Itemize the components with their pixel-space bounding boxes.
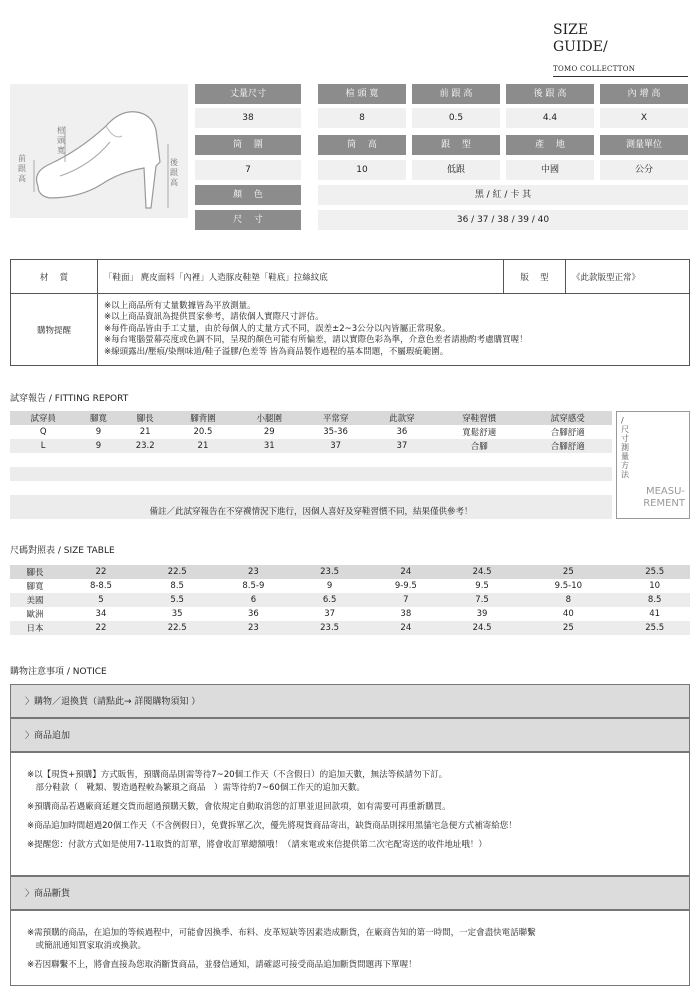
measurement-label-line2: REMENT — [643, 498, 685, 509]
table-row — [10, 425, 612, 439]
size-cell: 6.5 — [294, 593, 365, 607]
fit-cell: 20.5 — [193, 427, 213, 437]
measurement-side-label: /尺寸測量方法 — [621, 416, 629, 479]
size-cell: 10 — [649, 581, 661, 591]
size-row-label: 歐洲 — [26, 610, 44, 620]
size-table-title: 尺碼對照表 / SIZE TABLE — [10, 546, 115, 556]
reminder-line: ※每台電腦螢幕亮度或色調不同，呈現的顏色可能有所偏差，請以實際色彩為準，介意色差者請勘酌考慮購買喔！ — [104, 335, 528, 346]
brand-name: TOMO COLLECTTON — [553, 65, 636, 73]
size-cell: 8 — [517, 593, 619, 607]
size-label: 尺 寸 — [195, 210, 301, 230]
size-cell: 22.5 — [142, 621, 213, 635]
size-cell: 34 — [95, 609, 107, 619]
size-cell: 23 — [212, 621, 294, 635]
size-cell: 5 — [60, 593, 142, 607]
size-cell: 9.5-10 — [554, 581, 583, 591]
size-cell: 22.5 — [142, 565, 213, 579]
fit-cell: 35-36 — [323, 427, 348, 437]
size-cell: 35 — [171, 609, 183, 619]
fit-cell: 合腳舒適 — [550, 428, 585, 438]
shoe-illustration — [10, 84, 188, 218]
restock-line: ※預購商品若遇廠商延遲交貨而超過預購天數，會依規定自動取消您的訂單並退回款項，如有需要可再重新購買。 — [27, 802, 451, 812]
reminder-content — [98, 294, 690, 366]
size-cell: 23.5 — [294, 565, 365, 579]
size-cell: 41 — [649, 609, 661, 619]
size-row-label: 腳長 — [10, 565, 60, 579]
fit-header: 小腿圍 — [236, 411, 302, 425]
table-row — [10, 467, 612, 481]
size-cell: 8.5 — [170, 581, 184, 591]
brand-divider — [553, 76, 688, 77]
size-table — [10, 565, 690, 635]
size-cell: 9.5 — [475, 581, 489, 591]
spec-header-1: 丈量尺寸 — [195, 84, 301, 104]
fit-header: 腳寬 — [76, 411, 120, 425]
fit-cell: 9 — [76, 439, 120, 453]
spec-value-2: 8 — [318, 108, 406, 128]
color-label: 顏 色 — [195, 185, 301, 205]
size-row-label: 腳寬 — [26, 582, 44, 592]
fit-cell: 合腳舒適 — [524, 439, 612, 453]
fit-cell: 23.2 — [121, 439, 170, 453]
fit-cell: 37 — [369, 439, 435, 453]
spec-value-8: 低跟 — [412, 160, 500, 180]
fit-cell: 21 — [170, 439, 236, 453]
fit-header: 此款穿 — [369, 411, 435, 425]
size-cell: 40 — [562, 609, 574, 619]
reminder-line: ※以上商品資訊為提供買家參考，請依個人實際尺寸評估。 — [104, 312, 324, 323]
size-cell: 25.5 — [619, 565, 690, 579]
shoe-outline-icon — [10, 84, 188, 218]
fitting-note: 備註／此試穿報告在不穿襪情況下進行，因個人喜好及穿鞋習慣不同，結果僅供參考！ — [10, 505, 612, 519]
out-of-stock-content — [10, 910, 690, 986]
spec-header-4: 後 跟 高 — [506, 84, 594, 104]
fit-cell: 21 — [139, 427, 151, 437]
reminder-line: ※線頭露出/壓痕/染劑味道/鞋子溢膠/色差等 皆為商品製作過程的基本問題，不屬瑕疵範圍。 — [104, 346, 449, 357]
out-of-stock-line: ※需預購的商品，在追加的等候過程中，可能會因換季、布料、皮革短缺等因素造成斷貨，在廠商告知的第一時間，一定會盡快電話聯繫 — [27, 928, 536, 938]
size-cell: 9 — [326, 581, 333, 591]
size-cell: 38 — [400, 609, 412, 619]
size-cell: 8-8.5 — [89, 581, 112, 591]
fitting-report-title: 試穿報告 / FITTING REPORT — [10, 394, 129, 404]
fit-header: 腳長 — [121, 411, 170, 425]
size-value: 36 / 37 / 38 / 39 / 40 — [318, 210, 688, 230]
fit-cell: 37 — [302, 439, 368, 453]
size-cell: 37 — [324, 609, 336, 619]
spec-header-8: 跟 型 — [412, 135, 500, 155]
size-cell: 6 — [212, 593, 294, 607]
size-cell: 22 — [60, 565, 142, 579]
material-value: 「鞋面」 麂皮面料「內裡」人造豚皮鞋墊「鞋底」拉絲紋底 — [98, 260, 504, 294]
spec-value-6: 7 — [195, 160, 301, 180]
reminder-label: 購物提醒 — [11, 294, 98, 366]
fit-cell: 36 — [396, 427, 408, 437]
spec-header-7: 筒 高 — [318, 135, 406, 155]
table-row — [10, 439, 612, 453]
size-cell: 36 — [247, 609, 259, 619]
product-restock-bar[interactable]: 〉商品追加 — [10, 718, 690, 752]
size-cell: 23.5 — [294, 621, 365, 635]
table-row — [10, 565, 690, 579]
table-row — [10, 481, 612, 495]
toe-width-label: 楦頭寬 — [57, 126, 65, 155]
size-row-label: 日本 — [10, 621, 60, 635]
spec-value-1: 38 — [195, 108, 301, 128]
spec-value-3: 0.5 — [412, 108, 500, 128]
color-value: 黑 / 紅 / 卡 其 — [318, 185, 688, 205]
size-cell: 7.5 — [447, 593, 518, 607]
back-heel-label: 後跟高 — [170, 158, 178, 187]
table-row — [10, 579, 690, 593]
size-cell: 5.5 — [142, 593, 213, 607]
table-row — [10, 593, 690, 607]
spec-header-2: 楦 頭 寬 — [318, 84, 406, 104]
notice-title: 購物注意事項 / NOTICE — [10, 667, 107, 677]
fit-header: 平常穿 — [302, 411, 368, 425]
measurement-box[interactable] — [616, 411, 690, 519]
product-info-table — [10, 259, 690, 366]
spec-value-7: 10 — [318, 160, 406, 180]
size-cell: 24 — [365, 621, 447, 635]
size-cell: 25.5 — [619, 621, 690, 635]
material-label: 材 質 — [11, 260, 98, 294]
spec-header-6: 筒 圍 — [195, 135, 301, 155]
size-cell: 22 — [60, 621, 142, 635]
size-cell: 24.5 — [447, 621, 518, 635]
spec-value-9: 中國 — [506, 160, 594, 180]
size-cell: 39 — [476, 609, 488, 619]
restock-line: ※提醒您：付款方式如是使用7-11取貨的訂單，將會收訂單總額哦！（請來電或來信提供第二次宅配寄送的收件地址哦！） — [27, 840, 487, 850]
spec-header-5: 內 增 高 — [600, 84, 688, 104]
spec-value-5: X — [600, 108, 688, 128]
reminder-line: ※以上商品所有丈量數據皆為平放測量。 — [104, 300, 256, 311]
size-cell: 7 — [365, 593, 447, 607]
type-label: 版 型 — [504, 260, 566, 294]
type-value: 《此款版型正常》 — [566, 260, 690, 294]
shopping-return-bar[interactable]: 〉購物／退換貨（請點此→ 詳閱購物須知 ） — [10, 684, 690, 718]
size-cell: 25 — [517, 565, 619, 579]
fit-cell: 9 — [95, 427, 102, 437]
front-heel-label: 前跟高 — [18, 154, 26, 183]
spec-value-10: 公分 — [600, 160, 688, 180]
fit-cell: 31 — [236, 439, 302, 453]
fit-cell: L — [10, 439, 76, 453]
out-of-stock-line: 或簡訊通知買家取消或換款。 — [27, 941, 147, 951]
fit-header: 腳背圍 — [170, 411, 236, 425]
out-of-stock-line: ※若因聯繫不上，將會直接為您取消斷貨商品，並發信通知，請確認可接受商品追加斷貨問題再下單喔！ — [27, 960, 417, 970]
out-of-stock-bar[interactable]: 〉商品斷貨 — [10, 876, 690, 910]
restock-line: ※商品追加時間超過20個工作天（不含例假日），免費拆單乙次，優先將現貨商品寄出，缺貨商品則採用黑貓宅急便方式補寄給您！ — [27, 821, 517, 831]
table-row — [10, 621, 690, 635]
fit-header: 試穿員 — [10, 411, 76, 425]
fit-header: 穿鞋習慣 — [435, 411, 523, 425]
reminder-line: ※每件商品皆由手工丈量，由於每個人的丈量方式不同，誤差±2~3公分以內皆屬正常現象。 — [104, 323, 451, 334]
fit-header: 試穿感受 — [524, 411, 612, 425]
size-cell: 25 — [517, 621, 619, 635]
size-cell: 8.5-9 — [242, 581, 265, 591]
size-row-label: 美國 — [10, 593, 60, 607]
fit-cell: 寬鬆舒適 — [462, 428, 497, 438]
size-cell: 24.5 — [447, 565, 518, 579]
spec-header-10: 測量單位 — [600, 135, 688, 155]
spec-value-4: 4.4 — [506, 108, 594, 128]
size-cell: 8.5 — [619, 593, 690, 607]
size-guide-title-line1: SIZE — [553, 22, 589, 38]
measurement-label-line1: MEASU- — [645, 486, 685, 497]
fit-cell: 合腳 — [435, 439, 523, 453]
measurement-label — [643, 486, 685, 510]
size-cell: 9-9.5 — [394, 581, 417, 591]
size-cell: 24 — [365, 565, 447, 579]
spec-header-3: 前 跟 高 — [412, 84, 500, 104]
fit-cell: Q — [39, 427, 47, 437]
size-cell: 23 — [212, 565, 294, 579]
restock-line: ※以【現貨+預購】方式販售，預購商品則需等待7~20個工作天（不含假日）的追加天數，無法等候請勿下訂。 — [27, 770, 448, 780]
fit-cell: 29 — [263, 427, 275, 437]
spec-header-9: 產 地 — [506, 135, 594, 155]
restock-line: 部分鞋款（ 靴類、製造過程較為繁瑣之商品 ）需等待約7~60個工作天的追加天數。 — [27, 783, 365, 793]
table-row — [10, 453, 612, 467]
restock-content — [10, 752, 690, 876]
size-guide-title — [553, 22, 608, 56]
table-row — [10, 607, 690, 621]
size-guide-title-line2: GUIDE/ — [553, 39, 608, 55]
